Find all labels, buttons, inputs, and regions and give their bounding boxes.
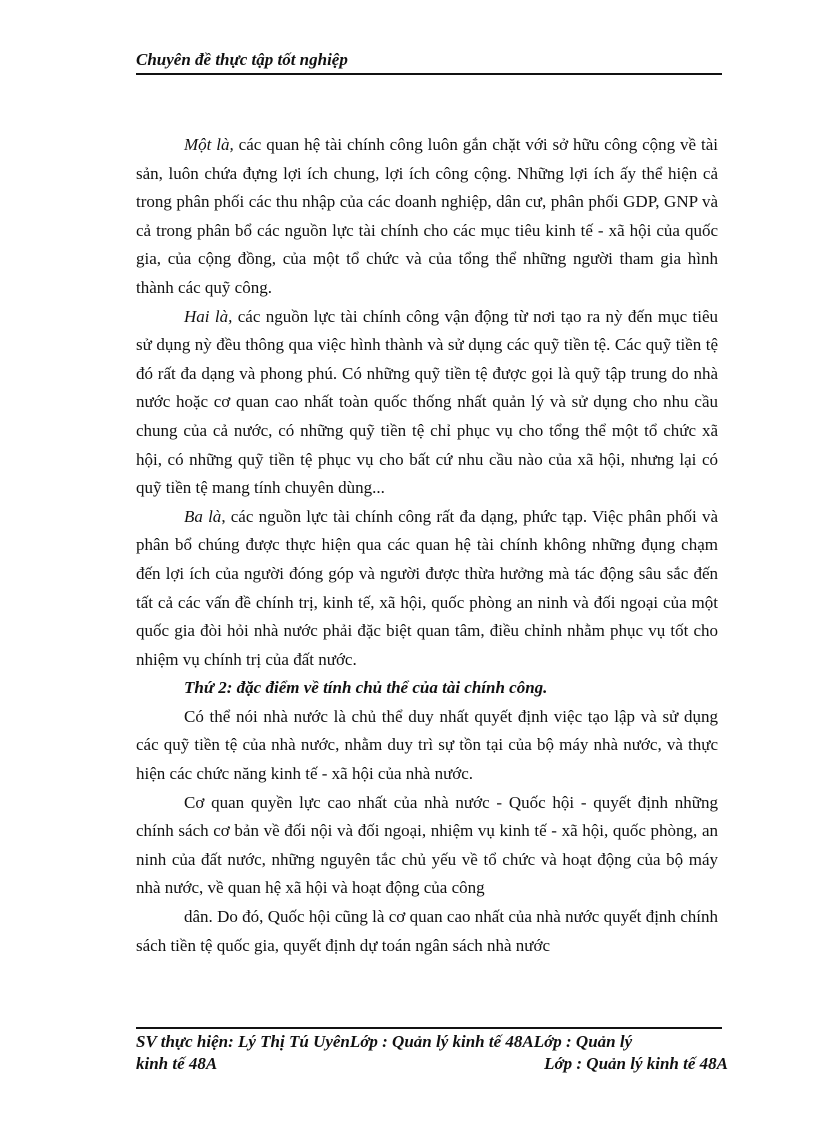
section-heading: Thứ 2: đặc điểm về tính chủ thể của tài chính công. xyxy=(184,678,548,698)
paragraph-hai-la xyxy=(136,303,718,503)
paragraph-text: các nguồn lực tài chính công vận động từ nơi tạo ra nỳ đến mục tiêu sử dụng nỳ đều thông qua việc hình thành và sử dụng các quỹ tiền tệ. Các quỹ tiền tệ đó rất đa dạng và phong phú. Có những quỹ tiền tệ được gọi là quỹ tập trung do nhà nước hoặc cơ quan cao nhất toàn quốc thống nhất quản lý và sử dụng cho nhu cầu chung của cả nước, có những quỹ tiền tệ chỉ phục vụ cho tổng thể một tổ chức xã hội, có những quỹ tiền tệ phục vụ cho bất cứ nhu cầu nào của xã hội, nhưng lại có quỹ tiền tệ mang tính chuyên dùng... xyxy=(136,306,718,498)
header-title: Chuyên đề thực tập tốt nghiệp xyxy=(136,50,348,69)
page-footer xyxy=(136,1031,728,1075)
paragraph-mot-la xyxy=(136,131,718,303)
footer-class-right: Lớp : Quản lý kinh tế 48A xyxy=(544,1054,728,1073)
page-header xyxy=(136,50,722,75)
paragraph-ba-la xyxy=(136,503,718,675)
paragraph-lead: Một là, xyxy=(184,135,234,154)
paragraph-lead: Ba là xyxy=(184,506,222,526)
document-body xyxy=(136,131,718,960)
footer-divider xyxy=(136,1027,722,1029)
paragraph-do-do: dân. Do đó, Quốc hội cũng là cơ quan cao nhất của nhà nước quyết định chính sách tiền tệ quốc gia, quyết định dự toán ngân sách nhà nước xyxy=(136,907,718,955)
footer-class-left: kinh tế 48A xyxy=(136,1054,218,1073)
paragraph-text: các quan hệ tài chính công luôn gắn chặt với sở hữu công cộng về tài sản, luôn chứa đựng lợi ích chung, lợi ích công cộng. Những lợi ích ấy thể hiện cả trong phân phối các thu nhập của các doanh nghiệp, dân cư, phân phối GDP, GNP và cả trong phân bổ các nguồn lực tài chính cho các mục tiêu kinh tế - xã hội của quốc gia, của cộng đồng, của một tổ chức và của tổng thể những người tham gia hình thành các quỹ công. xyxy=(136,135,718,297)
footer-student-info: SV thực hiện: Lý Thị Tú UyênLớp : Quản lý kinh tế 48ALớp : Quản lý xyxy=(136,1032,633,1051)
paragraph-lead: Hai là, xyxy=(184,306,233,326)
paragraph-chu-the: Có thể nói nhà nước là chủ thể duy nhất quyết định việc tạo lập và sử dụng các quỹ tiền tệ của nhà nước, nhằm duy trì sự tồn tại của bộ máy nhà nước, và thực hiện các chức năng kinh tế - xã hội của nhà nước. xyxy=(136,706,718,784)
paragraph-text: , các nguồn lực tài chính công rất đa dạng, phức tạp. Việc phân phối và phân bổ chúng được thực hiện qua các quan hệ tài chính không những đụng chạm đến lợi ích của người đóng góp và người được thừa hưởng mà tác động sâu sắc đến tất cả các vấn đề chính trị, kinh tế, xã hội, quốc phòng an ninh và đối ngoại của một quốc gia đòi hỏi nhà nước phải đặc biệt quan tâm, điều chỉnh nhằm phục vụ tốt cho nhiệm vụ chính trị của đất nước. xyxy=(136,506,718,669)
footer-line-2 xyxy=(136,1053,728,1075)
paragraph-quoc-hoi: Cơ quan quyền lực cao nhất của nhà nước - Quốc hội - quyết định những chính sách cơ bản về đối nội và đối ngoại, nhiệm vụ kinh tế - xã hội, quốc phòng, an ninh của đất nước, những nguyên tắc chủ yếu về tổ chức và hoạt động của bộ máy nhà nước, về quan hệ xã hội và hoạt động của công xyxy=(136,792,718,898)
footer-line-1 xyxy=(136,1031,728,1053)
